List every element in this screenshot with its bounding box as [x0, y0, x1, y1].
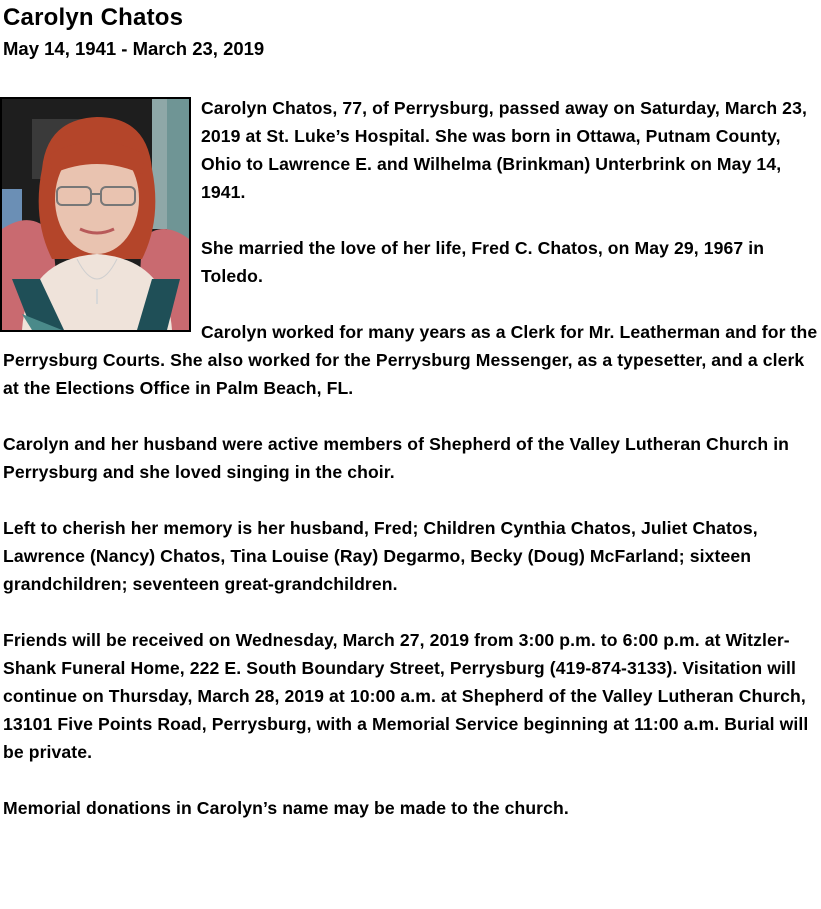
obituary-dates: May 14, 1941 - March 23, 2019	[3, 38, 265, 59]
paragraph-marriage: She married the love of her life, Fred C. Chatos, on May 29, 1967 in Toledo.	[201, 238, 765, 286]
paragraph-memorials: Memorial donations in Carolyn’s name may be made to the church.	[3, 798, 569, 818]
paragraph-career: Carolyn worked for many years as a Clerk for Mr. Leatherman and for the Perrysburg Courts. She also worked for the Perrysburg Messenger, as a typesetter, and a clerk at the Elections Office in Palm Beach, FL.	[3, 322, 818, 398]
paragraph-death-notice: Carolyn Chatos, 77, of Perrysburg, passed away on Saturday, March 23, 2019 at St. Luke’s Hospital. She was born in Ottawa, Putnam County, Ohio to Lawrence E. and Wilhelma (Brinkman) Unterbrink on May 14, 1941.	[201, 98, 807, 202]
portrait-image	[2, 99, 189, 330]
paragraph-survivors: Left to cherish her memory is her husband, Fred; Children Cynthia Chatos, Juliet Chatos, Lawrence (Nancy) Chatos, Tina Louise (Ray) Degarmo, Becky (Doug) McFarland; sixteen grandchildren; seventeen great-grandchildren.	[3, 518, 758, 594]
obituary-body	[3, 94, 821, 850]
paragraph-services: Friends will be received on Wednesday, March 27, 2019 from 3:00 p.m. to 6:00 p.m. at Witzler-Shank Funeral Home, 222 E. South Boundary Street, Perrysburg (419-874-3133). Visitation will continue on Thursday, March 28, 2019 at 10:00 a.m. at Shepherd of the Valley Lutheran Church, 13101 Five Points Road, Perrysburg, with a Memorial Service beginning at 11:00 a.m. Burial will be private.	[3, 630, 809, 762]
obituary-name: Carolyn Chatos	[3, 4, 184, 31]
portrait-photo	[0, 97, 191, 332]
paragraph-church: Carolyn and her husband were active members of Shepherd of the Valley Lutheran Church in Perrysburg and she loved singing in the choir.	[3, 434, 790, 482]
